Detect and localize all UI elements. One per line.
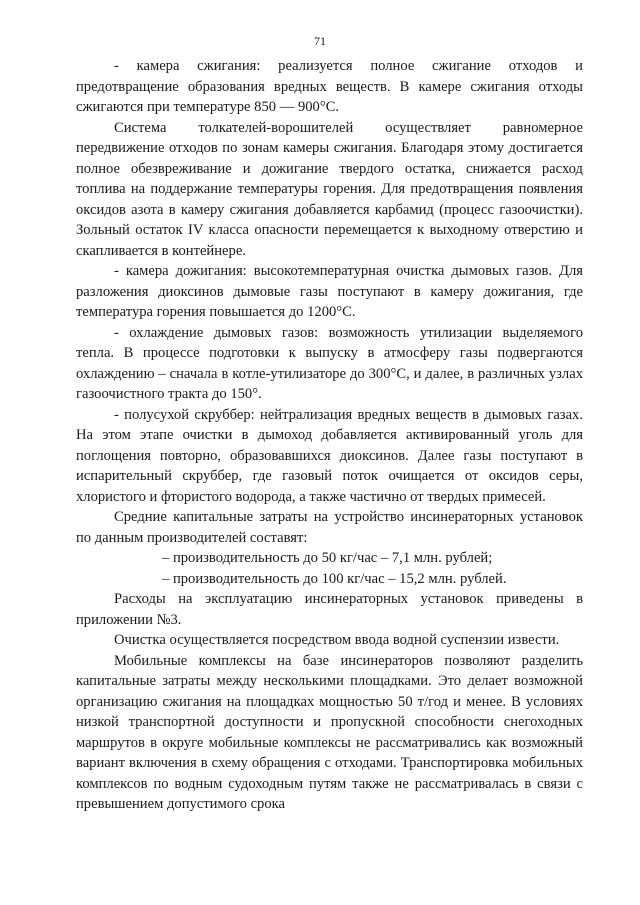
paragraph-combustion-chamber: - камера сжигания: реализуется полное сжигание отходов и предотвращение образования вредных веществ. В камере сжигания отходы сжигаются при температуре 850 — 900°С. — [76, 58, 583, 115]
paragraph-pusher-system: Система толкателей-ворошителей осуществляет равномерное передвижение отходов по зонам камеры сжигания. Благодаря этому достигается полное обезвреживание и дожигание твердого остатка, снижается расход топлива на поддержание температуры горения. Для предотвращения появления оксидов азота в камеру сжигания добавляется карбамид (процесс газоочистки). Зольный остаток IV класса опасности перемещается к выходному отверстию и скапливается в контейнере. — [76, 119, 583, 259]
paragraph-capital-costs: Средние капитальные затраты на устройство инсинераторных установок по данным производителей составят: — [76, 509, 583, 546]
paragraph-semi-dry-scrubber: - полусухой скруббер: нейтрализация вредных веществ в дымовых газах. На этом этапе очистки в дымоход добавляется активированный уголь для поглощения повторно, образовавшихся диоксинов. Далее газы поступают в испарительный скруббер, где газовый поток очищается от оксидов серы, хлористого и фтористого водорода, а также частично от твердых примесей. — [76, 406, 583, 505]
paragraph-mobile-complexes: Мобильные комплексы на базе инсинераторов позволяют разделить капитальные затраты между несколькими площадками. Это делает возможной организацию сжигания на площадках мощностью 50 т/год и менее. В условиях низкой транспортной доступности и пропускной способности снегоходных маршрутов в округе мобильные комплексы не рассматривались как возможный вариант включения в схему обращения с отходами. Транспортировка мобильных комплексов по водным судоходным путям также не рассматривалась в связи с превышением допустимого срока — [76, 652, 583, 812]
paragraph-afterburner-chamber: - камера дожигания: высокотемпературная очистка дымовых газов. Для разложения диоксинов дымовые газы поступают в камеру дожигания, где температура горения повышается до 1200°С. — [76, 263, 583, 320]
body-text — [76, 56, 583, 815]
page-number: 71 — [314, 34, 326, 48]
list-item-capacity-50: – производительность до 50 кг/час – 7,1 млн. рублей; — [162, 550, 493, 566]
paragraph-operating-costs: Расходы на эксплуатацию инсинераторных установок приведены в приложении №3. — [76, 591, 583, 628]
paragraph-gas-cooling: - охлаждение дымовых газов: возможность утилизации выделяемого тепла. В процессе подготовки к выпуску в атмосферу газы подвергаются охлаждению – сначала в котле-утилизаторе до 300°С, и далее, в различных узлах газоочистного тракта до 150°. — [76, 324, 583, 402]
list-item-capacity-100: – производительность до 100 кг/час – 15,2 млн. рублей. — [162, 570, 507, 587]
paragraph-lime-suspension: Очистка осуществляется посредством ввода водной суспензии извести. — [114, 632, 560, 648]
